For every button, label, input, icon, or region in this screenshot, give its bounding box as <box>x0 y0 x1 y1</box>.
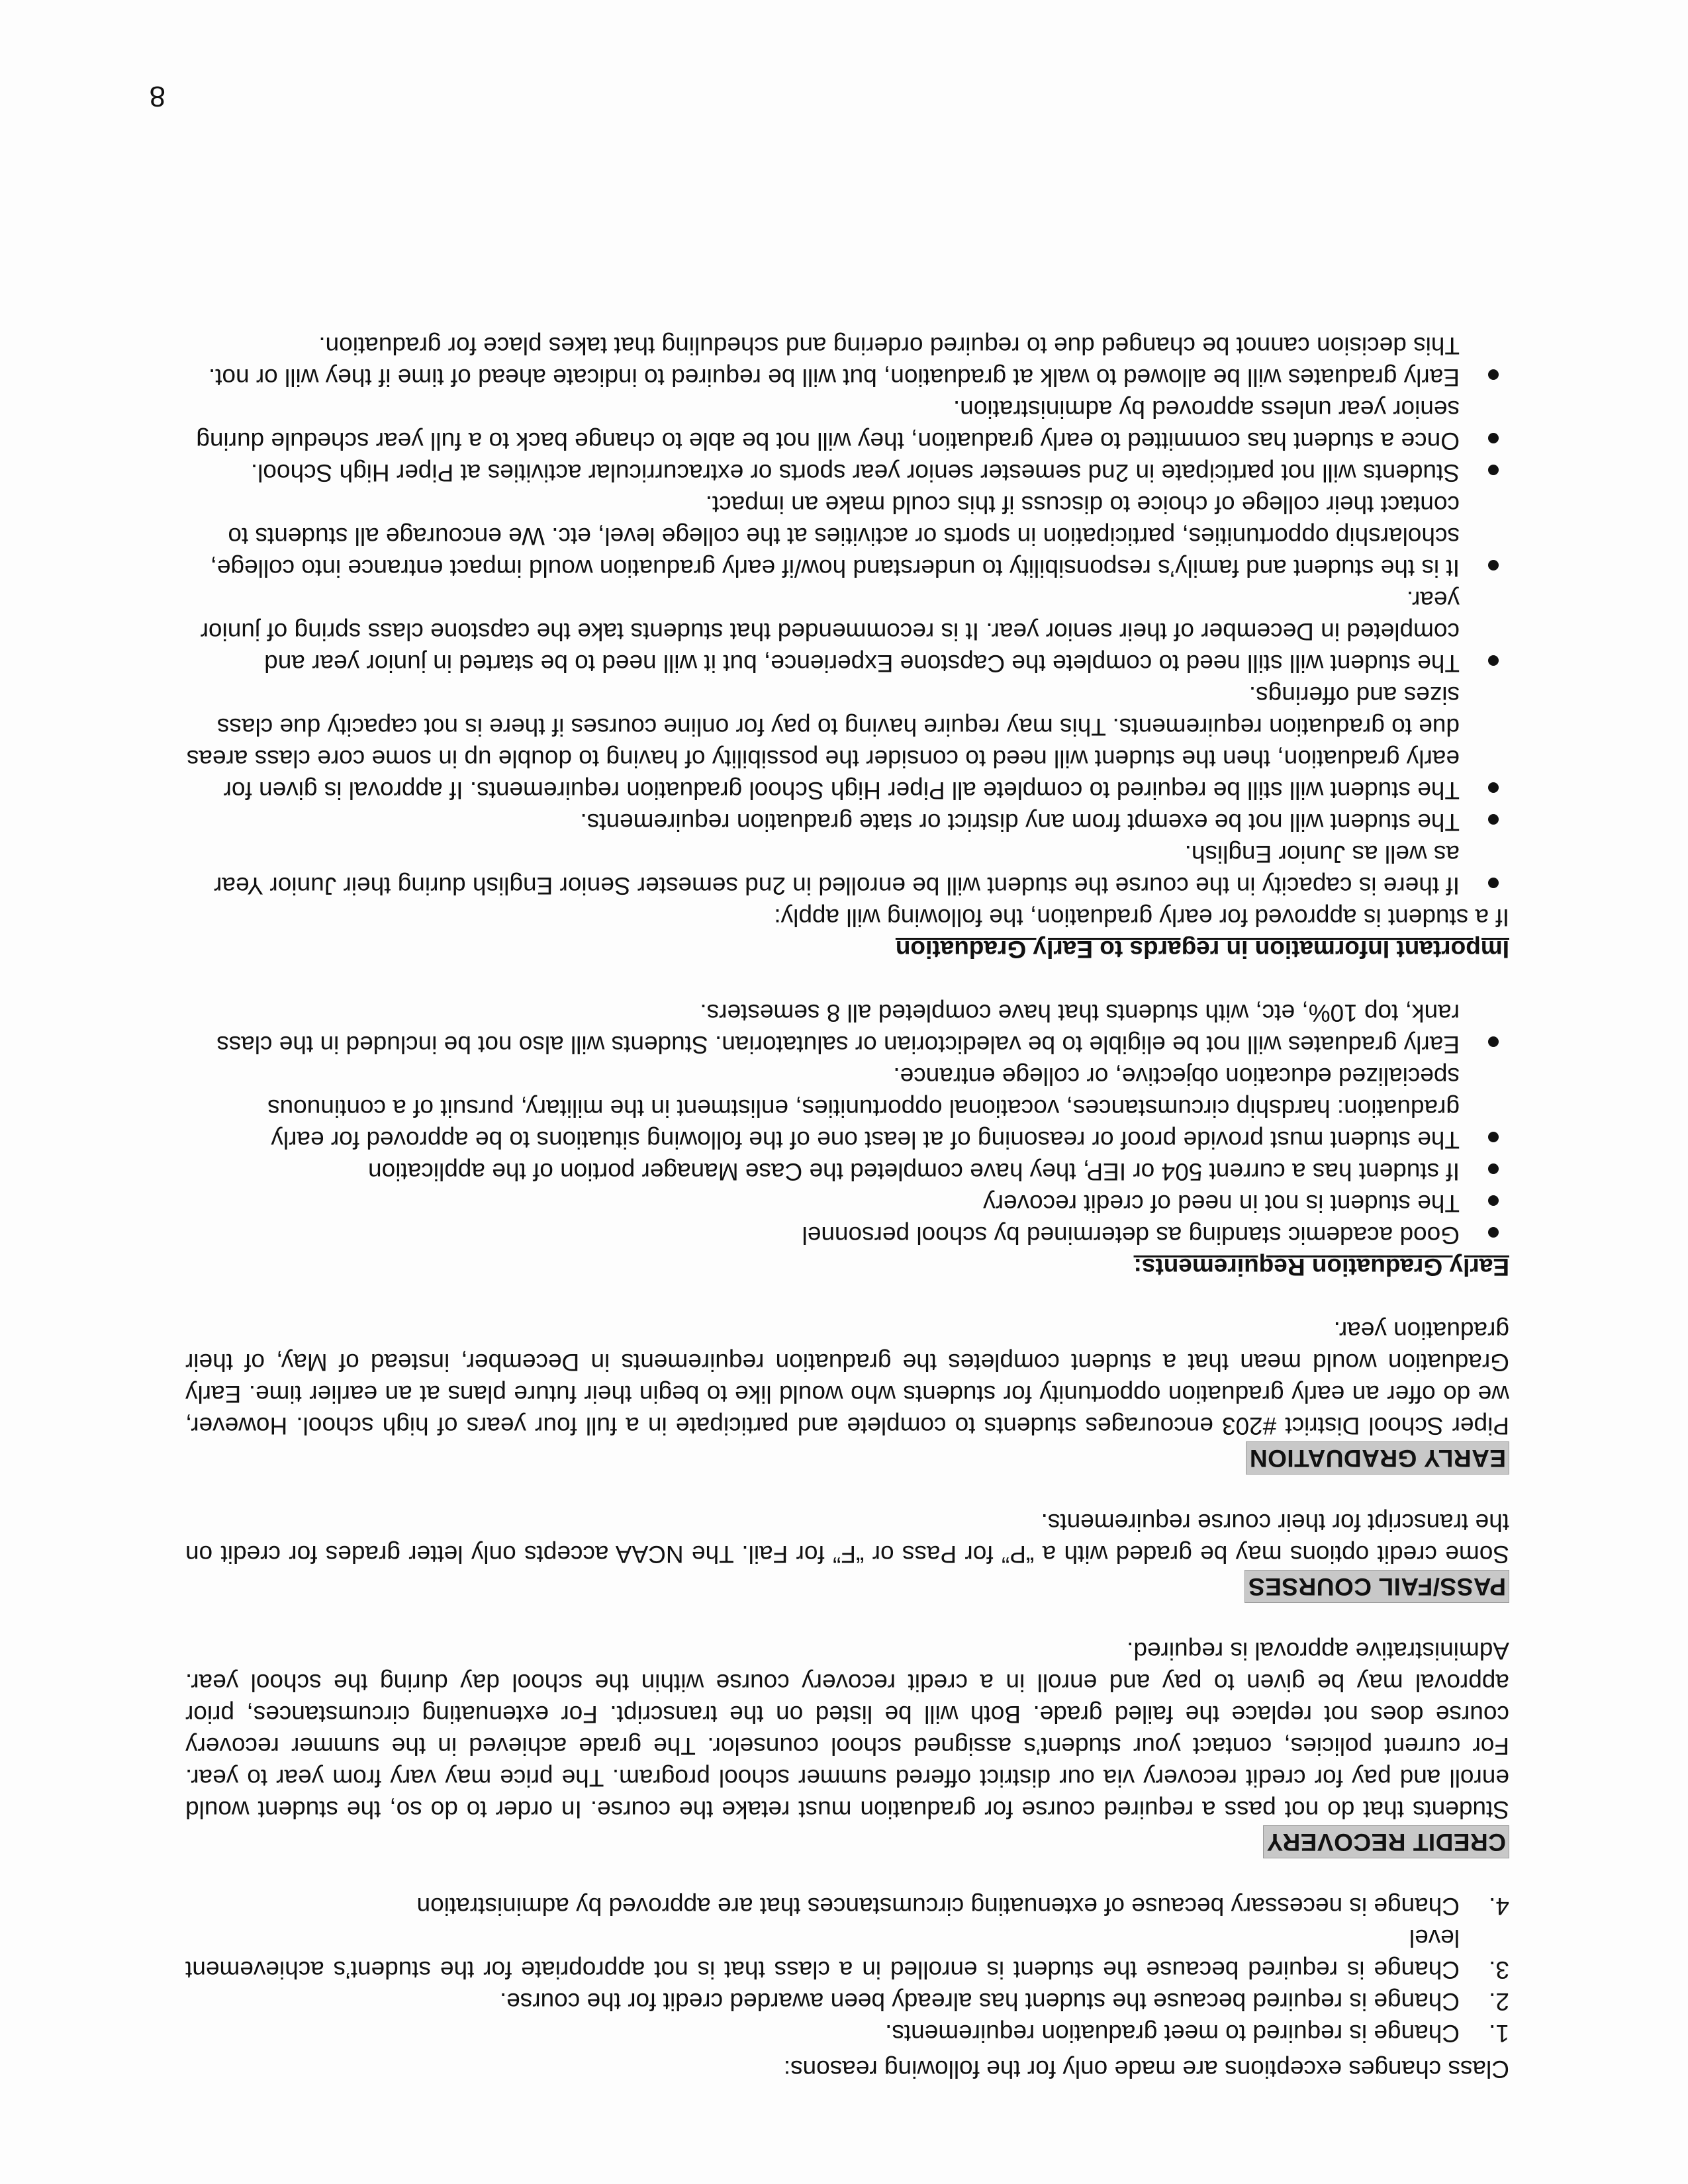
list-item: If there is capacity in the course the student will be enrolled in 2nd semester Senior English during their Junior Year as well as Junior English. <box>185 838 1509 901</box>
pass-fail-heading: PASS/FAIL COURSES <box>1244 1570 1509 1603</box>
list-item: The student must provide proof or reasoning of at least one of the following situations to be approved for early graduation: hardship circumstances, vocational opportunities, enlistment in the military, pursuit of a continuous specialized education objective, or college entrance. <box>185 1060 1509 1156</box>
bullet-icon <box>1460 679 1509 806</box>
list-item: Good academic standing as determined by school personnel <box>185 1219 1509 1251</box>
bullet-icon <box>1460 584 1509 679</box>
early-graduation-body: Piper School District #203 encourages students to complete and participate in a full four years of high school. However, we do offer an early graduation opportunity for students who would like to begin their future plans at an earlier time. Early Graduation would mean that a student completes the graduation requirements in December, instead of May, of their graduation year. <box>185 1317 1509 1439</box>
class-change-reasons-list <box>185 1890 1509 2049</box>
list-item: The student is not in need of credit recovery <box>185 1187 1509 1219</box>
bullet-icon <box>1460 488 1509 584</box>
list-item: 1. Change is required to meet graduation requirements. <box>885 2020 1509 2047</box>
list-item: 4. Change is necessary because of extenuating circumstances that are approved by administration <box>416 1893 1509 1920</box>
list-item: 3. Change is required because the student is enrolled in a class that is not appropriate for the student’s achievement level <box>185 1925 1509 1983</box>
page-number: 8 <box>149 80 165 113</box>
list-item: The student will still need to complete the Capstone Experience, but it will need to be started in junior year and completed in December of their senior year. It is recommended that students take the capstone class spring of junior year. <box>185 584 1509 679</box>
list-item: Once a student has committed to early graduation, they will not be able to change back to a full year schedule during senior year unless approved by administration. <box>185 393 1509 457</box>
page-content <box>185 298 1509 2085</box>
bullet-icon <box>1460 393 1509 457</box>
important-information-list <box>185 330 1509 901</box>
list-item: If student has a current 504 or IEP, they have completed the Case Manager portion of the application <box>185 1156 1509 1187</box>
bullet-icon <box>1460 1156 1509 1187</box>
list-item: The student will still be required to complete all Piper High School graduation requirements. If approval is given for early graduation, then the student will need to consider the possibility of having to double up in some core class areas due to graduation requirements. This may require having to pay for online courses if there is not capacity due class sizes and offerings. <box>185 679 1509 806</box>
pass-fail-body: Some credit options may be graded with a “P” for Pass or “F” for Fail. The NCAA accepts only letter grades for credit on the transcript for their course requirements. <box>185 1509 1509 1568</box>
class-changes-section <box>185 1890 1509 2085</box>
important-information-intro: If a student is approved for early graduation, the following will apply: <box>774 904 1509 931</box>
bullet-icon <box>1460 1187 1509 1219</box>
bullet-icon <box>1460 330 1509 393</box>
list-item: Early graduates will not be eligible to be valedictorian or salutatorian. Students will also not be included in the class rank, top 10%, etc, with students that have completed all 8 semesters. <box>185 997 1509 1060</box>
pass-fail-section <box>185 1506 1509 1603</box>
early-graduation-requirements-heading: Early Graduation Requirements: <box>1133 1253 1509 1281</box>
bullet-icon <box>1460 997 1509 1060</box>
bullet-icon <box>1460 806 1509 838</box>
credit-recovery-section <box>185 1635 1509 1858</box>
list-item: 2. Change is required because the student has already been awarded credit for the course. <box>499 1988 1509 2015</box>
bullet-icon <box>1460 457 1509 488</box>
list-item: The student will not be exempt from any district or state graduation requirements. <box>185 806 1509 838</box>
important-information-heading: Important Information in regards to Early Graduation <box>895 936 1509 963</box>
credit-recovery-body: Students that do not pass a required course for graduation must retake the course. In order to do so, the student would enroll and pay for credit recovery via our district offered summer school program. The price may vary from year to year. For current policies, contact your student’s assigned school counselor. The grade achieved in the summer recovery course does not replace the failed grade. Both will be listed on the transcript. For extenuating circumstances, prior approval may be given to pay and enroll in a credit recovery course within the school day during the school year. Administrative approval is required. <box>185 1637 1509 1823</box>
credit-recovery-heading: CREDIT RECOVERY <box>1263 1825 1509 1858</box>
list-item: Early graduates will be allowed to walk at graduation, but will be required to indicate ahead of time if they will or not. This decision cannot be changed due to required ordering and scheduling that takes place for graduation. <box>185 330 1509 393</box>
early-graduation-section <box>185 330 1509 1475</box>
list-item: It is the student and family’s responsibility to understand how/if early graduation would impact entrance into college, scholarship opportunities, participation in sports or activities at the college level, etc. We encourage all students to contact their college of choice to discuss if this could make an impact. <box>185 488 1509 584</box>
class-changes-intro: Class changes exceptions are made only for the following reasons: <box>783 2056 1509 2083</box>
bullet-icon <box>1460 1219 1509 1251</box>
bullet-icon <box>1460 838 1509 901</box>
bullet-icon <box>1460 1060 1509 1156</box>
list-item: Students will not participate in 2nd semester senior year sports or extracurricular activities at Piper High School. <box>185 457 1509 488</box>
early-graduation-heading: EARLY GRADUATION <box>1246 1441 1509 1475</box>
requirements-list <box>185 997 1509 1251</box>
